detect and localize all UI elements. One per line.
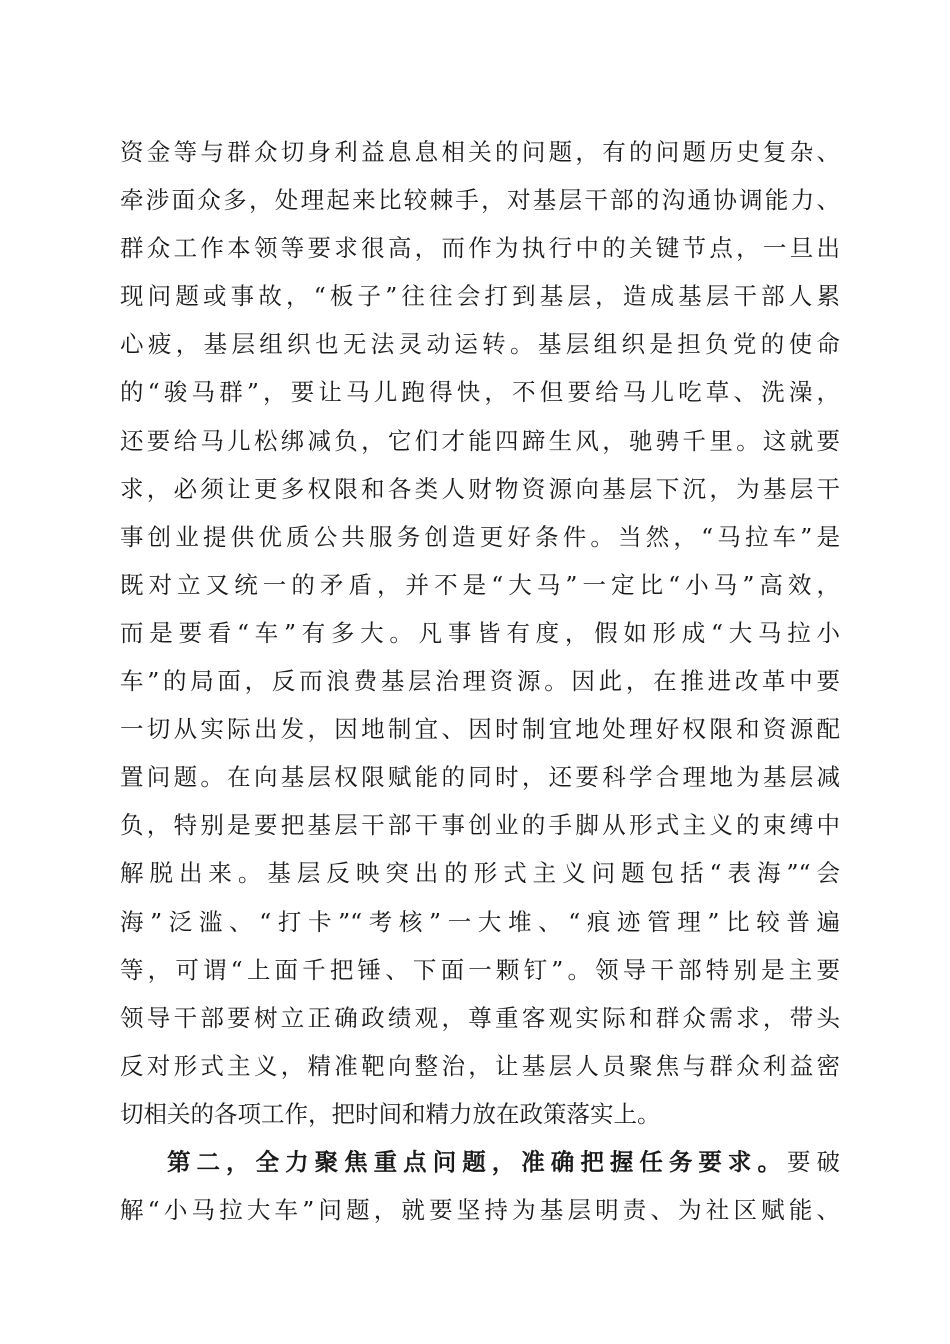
text-line: 的“骏马群”，要让马儿跑得快，不但要给马儿吃草、洗澡，	[120, 378, 840, 407]
text-line: 资金等与群众切身利益息息相关的问题，有的问题历史复杂、	[120, 138, 840, 166]
text-line: 一切从实际出发，因地制宜、因时制宜地处理好权限和资源配	[120, 715, 840, 744]
text-line: 车”的局面，反而浪费基层治理资源。因此，在推进改革中要	[120, 667, 840, 696]
text-line: 既对立又统一的矛盾，并不是“大马”一定比“小马”高效，	[120, 570, 840, 599]
text-line: 置问题。在向基层权限赋能的同时，还要科学合理地为基层减	[120, 763, 840, 792]
text-line: 领导干部要树立正确政绩观，尊重客观实际和群众需求，带头	[120, 1003, 840, 1032]
text-line: 现问题或事故，“板子”往往会打到基层，造成基层干部人累	[120, 282, 840, 311]
section-2-heading: 第二，全力聚焦重点问题，准确把握任务要求。	[167, 1147, 787, 1176]
section-2-first-line	[120, 1138, 840, 1186]
section-2-text: 要破	[786, 1147, 841, 1176]
text-line: 解“小马拉大车”问题，就要坚持为基层明责、为社区赋能、	[120, 1196, 840, 1225]
text-line: 心疲，基层组织也无法灵动运转。基层组织是担负党的使命	[120, 330, 840, 359]
text-line: 还要给马儿松绑减负，它们才能四蹄生风，驰骋千里。这就要	[120, 426, 840, 455]
text-line: 反对形式主义，精准靶向整治，让基层人员聚焦与群众利益密	[120, 1051, 840, 1080]
text-line: 牵涉面众多，处理起来比较棘手，对基层干部的沟通协调能力、	[120, 186, 840, 215]
text-line: 事创业提供优质公共服务创造更好条件。当然，“马拉车”是	[120, 522, 840, 551]
text-line: 负，特别是要把基层干部干事创业的手脚从形式主义的束缚中	[120, 811, 840, 840]
text-line: 群众工作本领等要求很高，而作为执行中的关键节点，一旦出	[120, 234, 840, 263]
text-line: 切相关的各项工作，把时间和精力放在政策落实上。	[120, 1099, 661, 1128]
text-line: 等，可谓“上面千把锤、下面一颗钉”。领导干部特别是主要	[120, 955, 840, 984]
text-line: 海”泛滥、“打卡”“考核”一大堆、“痕迹管理”比较普遍	[120, 907, 840, 936]
text-line: 解脱出来。基层反映突出的形式主义问题包括“表海”“会	[120, 859, 840, 888]
text-line: 求，必须让更多权限和各类人财物资源向基层下沉，为基层干	[120, 474, 840, 503]
text-line: 而是要看“车”有多大。凡事皆有度，假如形成“大马拉小	[120, 618, 840, 647]
body-text	[120, 128, 840, 1234]
